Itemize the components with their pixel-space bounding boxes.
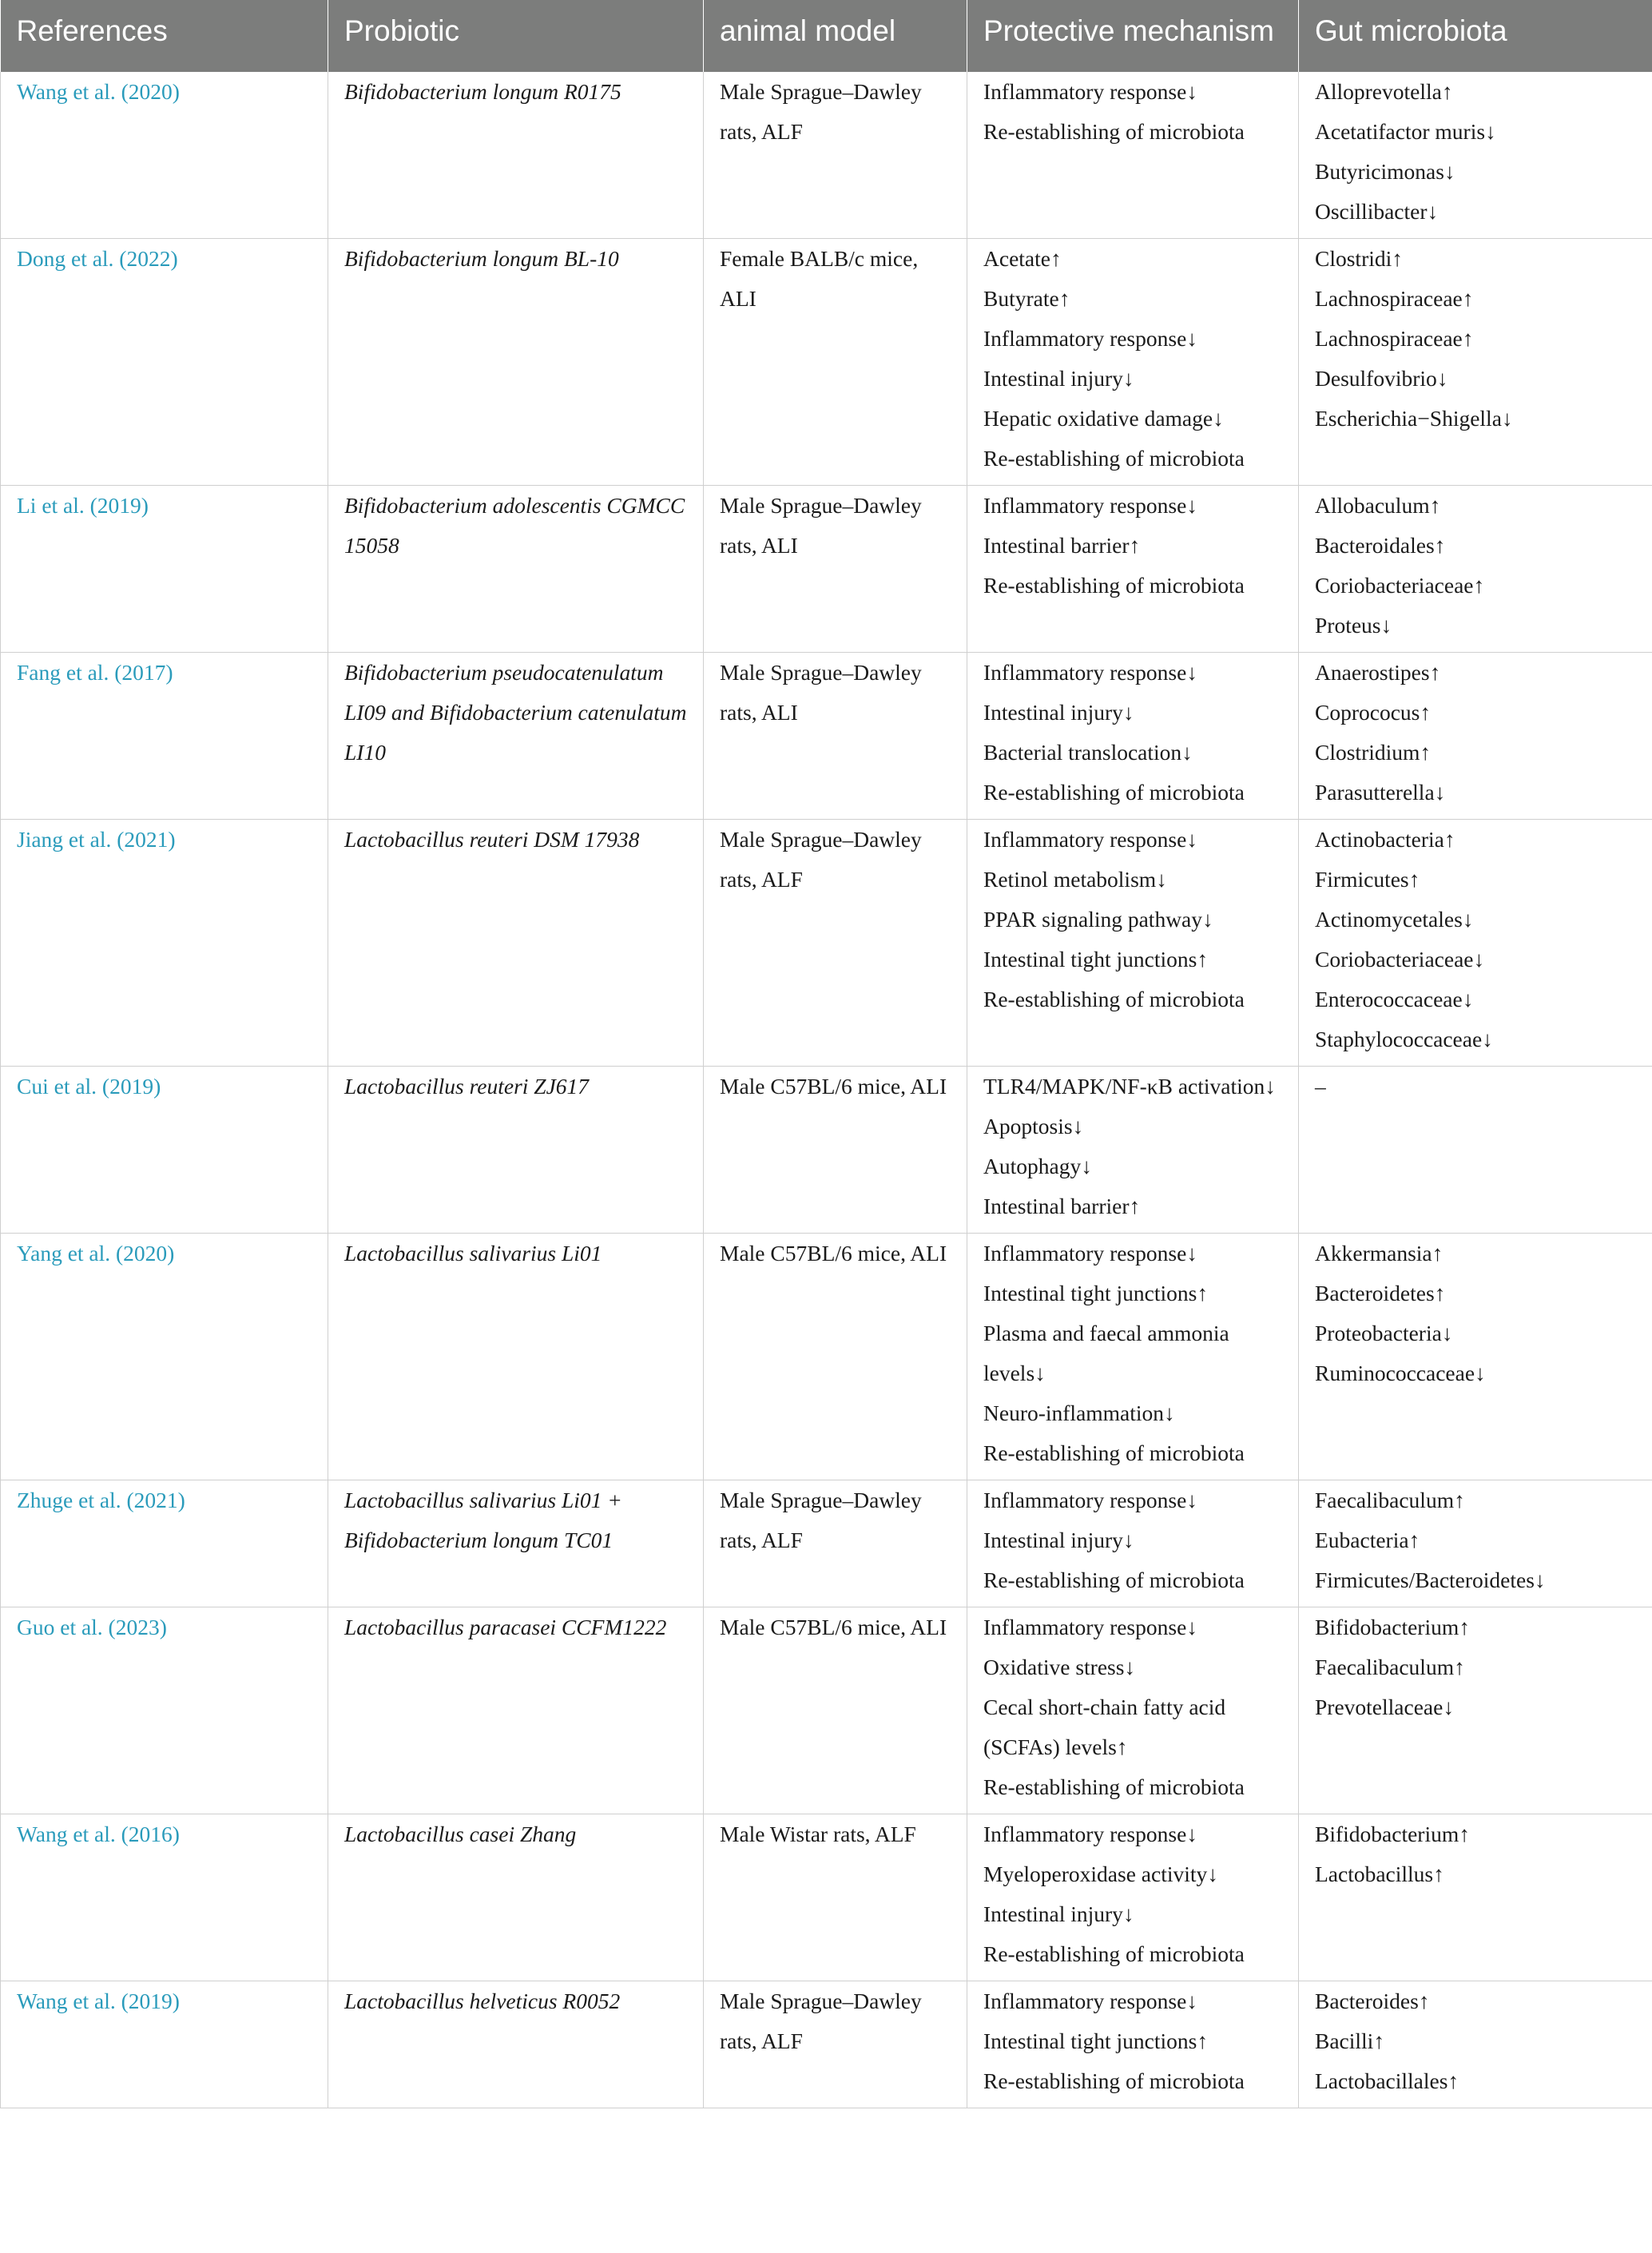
mechanism-item: Inflammatory response↓ <box>983 1822 1198 1846</box>
table-row <box>1 1480 1652 1607</box>
mechanism-item: Inflammatory response↓ <box>983 1488 1198 1512</box>
mechanism-item: Intestinal barrier↑ <box>983 1194 1141 1218</box>
header-references: References <box>1 0 328 72</box>
mechanism-item: Intestinal barrier↑ <box>983 533 1141 558</box>
microbiota-item: Butyricimonas↓ <box>1315 159 1455 184</box>
microbiota-item: Proteus↓ <box>1315 613 1392 638</box>
reference-link[interactable]: Wang et al. (2020) <box>1 72 328 239</box>
header-protective-mechanism: Protective mechanism <box>967 0 1299 72</box>
probiotic-cell: Lactobacillus salivarius Li01 <box>328 1234 704 1480</box>
protective-mechanism-cell <box>967 1480 1299 1607</box>
reference-link[interactable]: Dong et al. (2022) <box>1 239 328 486</box>
mechanism-item: Re-establishing of microbiota <box>983 119 1245 144</box>
mechanism-item: Myeloperoxidase activity↓ <box>983 1862 1219 1886</box>
mechanism-item: Intestinal tight junctions↑ <box>983 947 1209 972</box>
mechanism-item: Inflammatory response↓ <box>983 1615 1198 1639</box>
probiotic-cell: Lactobacillus casei Zhang <box>328 1814 704 1981</box>
mechanism-item: Inflammatory response↓ <box>983 493 1198 518</box>
microbiota-item: Alloprevotella↑ <box>1315 79 1453 104</box>
microbiota-item: Firmicutes/Bacteroidetes↓ <box>1315 1568 1546 1592</box>
gut-microbiota-cell <box>1299 486 1652 653</box>
protective-mechanism-cell <box>967 820 1299 1067</box>
mechanism-item: Apoptosis↓ <box>983 1114 1084 1138</box>
mechanism-item: Intestinal injury↓ <box>983 700 1134 725</box>
microbiota-item: Allobaculum↑ <box>1315 493 1441 518</box>
animal-model-cell: Male Sprague–Dawley rats, ALI <box>704 486 967 653</box>
mechanism-item: Intestinal tight junctions↑ <box>983 1281 1209 1305</box>
table-row <box>1 1981 1652 2108</box>
microbiota-item: Lactobacillales↑ <box>1315 2068 1459 2093</box>
animal-model-cell: Male Sprague–Dawley rats, ALF <box>704 1480 967 1607</box>
gut-microbiota-cell <box>1299 820 1652 1067</box>
header-animal-model: animal model <box>704 0 967 72</box>
table-row <box>1 486 1652 653</box>
mechanism-item: Inflammatory response↓ <box>983 326 1198 351</box>
microbiota-item: Faecalibaculum↑ <box>1315 1655 1465 1679</box>
probiotic-cell: Bifidobacterium longum BL-10 <box>328 239 704 486</box>
microbiota-item: Bifidobacterium↑ <box>1315 1822 1470 1846</box>
microbiota-item: Prevotellaceae↓ <box>1315 1695 1455 1719</box>
probiotic-cell: Bifidobacterium pseudocatenulatum LI09 and Bifidobacterium catenulatum LI10 <box>328 653 704 820</box>
mechanism-item: Cecal short-chain fatty acid (SCFAs) levels↑ <box>983 1695 1226 1759</box>
reference-link[interactable]: Fang et al. (2017) <box>1 653 328 820</box>
microbiota-item: Escherichia−Shigella↓ <box>1315 406 1513 431</box>
animal-model-cell: Male C57BL/6 mice, ALI <box>704 1234 967 1480</box>
animal-model-cell: Male Sprague–Dawley rats, ALF <box>704 72 967 239</box>
table-row <box>1 653 1652 820</box>
protective-mechanism-cell <box>967 1981 1299 2108</box>
microbiota-item: Desulfovibrio↓ <box>1315 366 1448 391</box>
gut-microbiota-cell <box>1299 72 1652 239</box>
mechanism-item: PPAR signaling pathway↓ <box>983 907 1213 932</box>
table-row <box>1 72 1652 239</box>
animal-model-cell: Male Wistar rats, ALF <box>704 1814 967 1981</box>
microbiota-item: Bacteroidales↑ <box>1315 533 1446 558</box>
microbiota-item: Coriobacteriaceae↓ <box>1315 947 1485 972</box>
probiotic-cell: Lactobacillus paracasei CCFM1222 <box>328 1607 704 1814</box>
microbiota-item: Actinobacteria↑ <box>1315 827 1455 852</box>
reference-link[interactable]: Wang et al. (2016) <box>1 1814 328 1981</box>
mechanism-item: Intestinal tight junctions↑ <box>983 2028 1209 2053</box>
mechanism-item: Retinol metabolism↓ <box>983 867 1167 892</box>
probiotic-cell: Lactobacillus salivarius Li01 + Bifidobacterium longum TC01 <box>328 1480 704 1607</box>
microbiota-item: Clostridi↑ <box>1315 246 1404 271</box>
gut-microbiota-cell <box>1299 1814 1652 1981</box>
mechanism-item: Re-establishing of microbiota <box>983 1941 1245 1966</box>
gut-microbiota-cell <box>1299 1607 1652 1814</box>
microbiota-item: Clostridium↑ <box>1315 740 1432 765</box>
mechanism-item: Re-establishing of microbiota <box>983 780 1245 805</box>
mechanism-item: Intestinal injury↓ <box>983 1528 1134 1552</box>
microbiota-item: Parasutterella↓ <box>1315 780 1446 805</box>
protective-mechanism-cell <box>967 1234 1299 1480</box>
mechanism-item: Re-establishing of microbiota <box>983 573 1245 598</box>
header-gut-microbiota: Gut microbiota <box>1299 0 1652 72</box>
probiotic-cell: Lactobacillus reuteri DSM 17938 <box>328 820 704 1067</box>
microbiota-item: Bacilli↑ <box>1315 2028 1385 2053</box>
reference-link[interactable]: Guo et al. (2023) <box>1 1607 328 1814</box>
microbiota-item: Ruminococcaceae↓ <box>1315 1361 1486 1385</box>
animal-model-cell: Male C57BL/6 mice, ALI <box>704 1067 967 1234</box>
table-row <box>1 1067 1652 1234</box>
microbiota-item: Bifidobacterium↑ <box>1315 1615 1470 1639</box>
table-header <box>1 0 1652 72</box>
table-row <box>1 1814 1652 1981</box>
mechanism-item: Re-establishing of microbiota <box>983 1440 1245 1465</box>
table-row <box>1 1234 1652 1480</box>
protective-mechanism-cell <box>967 653 1299 820</box>
header-row <box>1 0 1652 72</box>
microbiota-item: Actinomycetales↓ <box>1315 907 1474 932</box>
header-probiotic: Probiotic <box>328 0 704 72</box>
gut-microbiota-cell <box>1299 1234 1652 1480</box>
mechanism-item: Butyrate↑ <box>983 286 1070 311</box>
microbiota-item: Lachnospiraceae↑ <box>1315 326 1474 351</box>
table-row <box>1 1607 1652 1814</box>
mechanism-item: Bacterial translocation↓ <box>983 740 1193 765</box>
microbiota-item: Akkermansia↑ <box>1315 1241 1444 1266</box>
microbiota-item: – <box>1315 1074 1326 1099</box>
mechanism-item: Neuro-inflammation↓ <box>983 1401 1175 1425</box>
microbiota-item: Eubacteria↑ <box>1315 1528 1420 1552</box>
mechanism-item: Re-establishing of microbiota <box>983 987 1245 1011</box>
reference-link[interactable]: Yang et al. (2020) <box>1 1234 328 1480</box>
microbiota-item: Bacteroidetes↑ <box>1315 1281 1446 1305</box>
microbiota-item: Firmicutes↑ <box>1315 867 1420 892</box>
microbiota-item: Faecalibaculum↑ <box>1315 1488 1465 1512</box>
microbiota-item: Anaerostipes↑ <box>1315 660 1441 685</box>
microbiota-item: Acetatifactor muris↓ <box>1315 119 1496 144</box>
protective-mechanism-cell <box>967 1067 1299 1234</box>
protective-mechanism-cell <box>967 1607 1299 1814</box>
gut-microbiota-cell <box>1299 653 1652 820</box>
protective-mechanism-cell <box>967 486 1299 653</box>
table-body <box>1 72 1652 2108</box>
microbiota-item: Proteobacteria↓ <box>1315 1321 1453 1345</box>
gut-microbiota-cell <box>1299 239 1652 486</box>
mechanism-item: Intestinal injury↓ <box>983 366 1134 391</box>
gut-microbiota-cell <box>1299 1480 1652 1607</box>
protective-mechanism-cell <box>967 1814 1299 1981</box>
animal-model-cell: Male C57BL/6 mice, ALI <box>704 1607 967 1814</box>
probiotic-cell: Lactobacillus reuteri ZJ617 <box>328 1067 704 1234</box>
mechanism-item: Inflammatory response↓ <box>983 827 1198 852</box>
reference-link[interactable]: Zhuge et al. (2021) <box>1 1480 328 1607</box>
animal-model-cell: Female BALB/c mice, ALI <box>704 239 967 486</box>
mechanism-item: Plasma and faecal ammonia levels↓ <box>983 1321 1229 1385</box>
reference-link[interactable]: Cui et al. (2019) <box>1 1067 328 1234</box>
table-row <box>1 239 1652 486</box>
reference-link[interactable]: Wang et al. (2019) <box>1 1981 328 2108</box>
mechanism-item: Acetate↑ <box>983 246 1062 271</box>
mechanism-item: Intestinal injury↓ <box>983 1901 1134 1926</box>
animal-model-cell: Male Sprague–Dawley rats, ALF <box>704 1981 967 2108</box>
protective-mechanism-cell <box>967 239 1299 486</box>
probiotic-cell: Lactobacillus helveticus R0052 <box>328 1981 704 2108</box>
gut-microbiota-cell <box>1299 1981 1652 2108</box>
microbiota-item: Coprococus↑ <box>1315 700 1432 725</box>
mechanism-item: Re-establishing of microbiota <box>983 1774 1245 1799</box>
mechanism-item: Re-establishing of microbiota <box>983 1568 1245 1592</box>
microbiota-item: Lachnospiraceae↑ <box>1315 286 1474 311</box>
microbiota-item: Staphylococcaceae↓ <box>1315 1027 1493 1051</box>
microbiota-item: Coriobacteriaceae↑ <box>1315 573 1485 598</box>
mechanism-item: Inflammatory response↓ <box>983 79 1198 104</box>
mechanism-item: Inflammatory response↓ <box>983 1989 1198 2013</box>
probiotic-cell: Bifidobacterium longum R0175 <box>328 72 704 239</box>
protective-mechanism-cell <box>967 72 1299 239</box>
mechanism-item: Hepatic oxidative damage↓ <box>983 406 1224 431</box>
mechanism-item: Inflammatory response↓ <box>983 660 1198 685</box>
microbiota-item: Enterococcaceae↓ <box>1315 987 1474 1011</box>
table-row <box>1 820 1652 1067</box>
mechanism-item: Re-establishing of microbiota <box>983 446 1245 471</box>
reference-link[interactable]: Li et al. (2019) <box>1 486 328 653</box>
animal-model-cell: Male Sprague–Dawley rats, ALI <box>704 653 967 820</box>
mechanism-item: Inflammatory response↓ <box>983 1241 1198 1266</box>
mechanism-item: Autophagy↓ <box>983 1154 1092 1178</box>
microbiota-item: Bacteroides↑ <box>1315 1989 1430 2013</box>
microbiota-item: Oscillibacter↓ <box>1315 199 1439 224</box>
microbiota-item: Lactobacillus↑ <box>1315 1862 1444 1886</box>
mechanism-item: Re-establishing of microbiota <box>983 2068 1245 2093</box>
gut-microbiota-cell <box>1299 1067 1652 1234</box>
mechanism-item: Oxidative stress↓ <box>983 1655 1136 1679</box>
reference-link[interactable]: Jiang et al. (2021) <box>1 820 328 1067</box>
mechanism-item: TLR4/MAPK/NF-κB activation↓ <box>983 1074 1276 1099</box>
animal-model-cell: Male Sprague–Dawley rats, ALF <box>704 820 967 1067</box>
probiotic-cell: Bifidobacterium adolescentis CGMCC 15058 <box>328 486 704 653</box>
